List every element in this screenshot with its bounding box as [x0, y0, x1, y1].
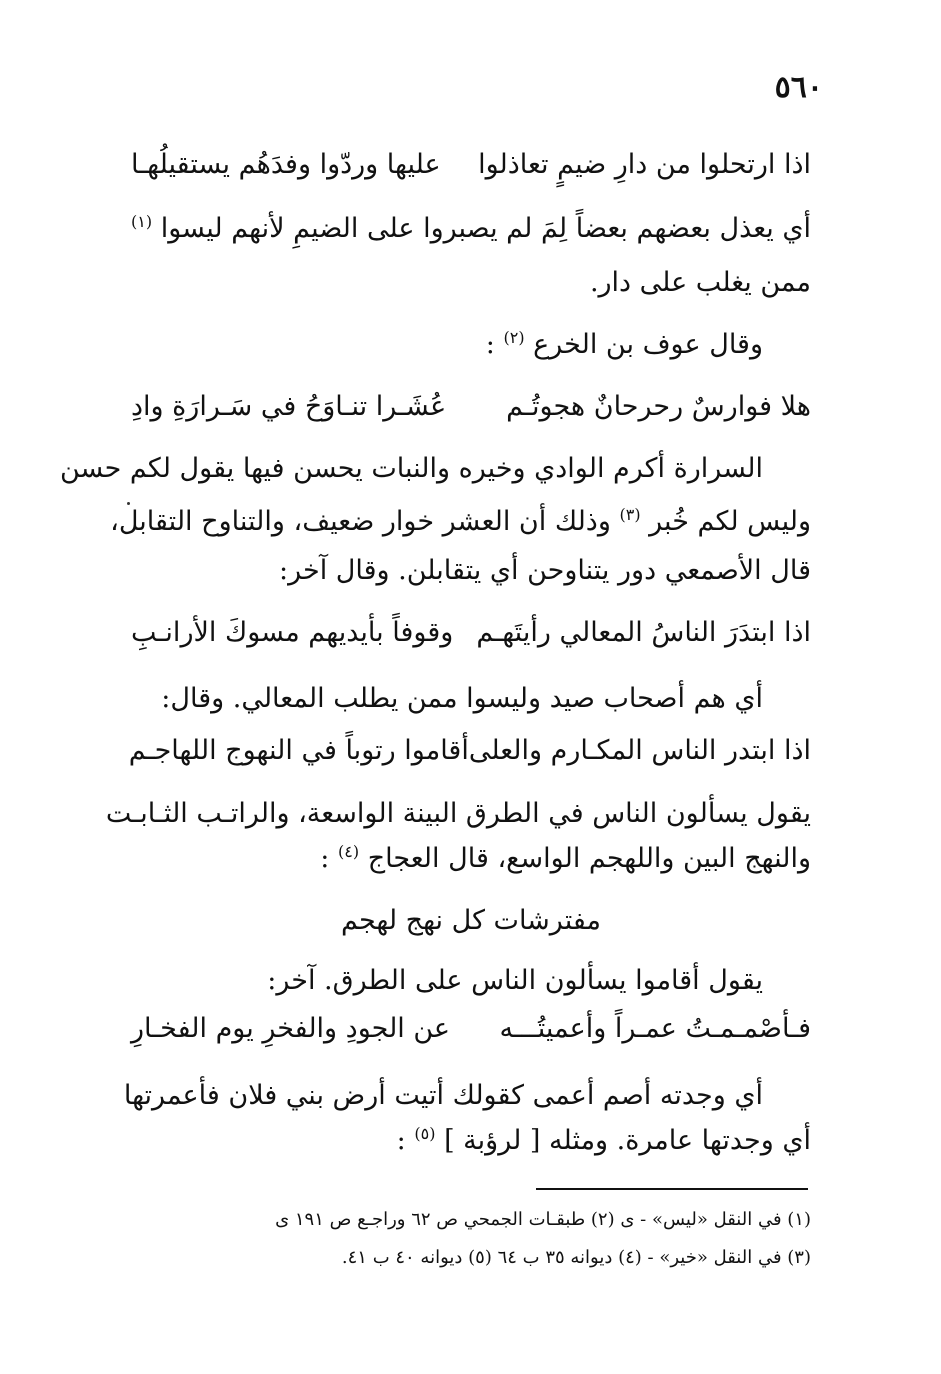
- footnote-marker: (١): [131, 212, 153, 231]
- verse-first-hemistich: اذا ابتدَرَ الناسُ المعالي رأيتَهـم: [476, 617, 811, 648]
- prose-line: [131, 962, 763, 1000]
- centered-verse: [131, 902, 811, 940]
- footnote-line: (٣) في النقل «خير» - (٤) ديوانه ٣٥ ب ٦٤ (٥) ديوانه ٤٠ ب ٤١.: [341, 1247, 811, 1268]
- verse-line: [131, 146, 811, 184]
- footnote-line: (١) في النقل «ليس» - ى (٢) طبقـات الجمحي ص ٦٢ وراجـع ص ١٩١ ى: [275, 1209, 811, 1230]
- verse-first-hemistich: فـأصْمـمـتُ عمـراً وأعميتُـــه: [499, 1013, 811, 1044]
- verse-second-hemistich: عن الجودِ والفخرِ يوم الفخـارِ: [131, 1013, 451, 1044]
- prose-line: [59, 450, 763, 488]
- prose-text: أي وجدتها عامرة. ومثله [ لرؤبة ]: [444, 1125, 811, 1156]
- prose-tail: :: [485, 329, 495, 360]
- verse-second-hemistich: وقوفاً بأيديهم مسوكَ الأرانـبِ: [131, 617, 454, 648]
- verse-line: [128, 732, 811, 770]
- footnote-marker: (٣): [619, 505, 641, 524]
- prose-text: أي وجدته أصم أعمى كقولك أتيت أرض بني فلان فأعمرتها: [123, 1080, 763, 1111]
- page-number: ٥٦٠: [774, 70, 823, 105]
- verse-second-hemistich: عُشَـرا تنـاوَحُ في سَـرارَةِ وادِ: [131, 391, 447, 422]
- scan-speck: [127, 502, 130, 505]
- prose-line: [131, 552, 811, 590]
- prose-text: أي هم أصحاب صيد وليسوا ممن يطلب المعالي. وقال:: [161, 683, 763, 714]
- footnote-marker: (٤): [338, 842, 360, 861]
- prose-text: والنهج البين واللهجم الواسع، قال العجاج: [367, 843, 811, 874]
- prose-tail: :: [396, 1125, 406, 1156]
- prose-line: [131, 840, 811, 878]
- prose-line: [123, 1077, 763, 1115]
- prose-text: قال الأصمعي دور يتناوحن أي يتقابلن. وقال آخر:: [279, 555, 811, 586]
- prose-text: يقول يسألون الناس في الطرق البينة الواسعة، والراتـب الثـابـت: [105, 798, 811, 829]
- prose-line: [105, 795, 811, 833]
- prose-tail: وذلك أن العشر خوار ضعيف، والتناوح التقابل،: [110, 506, 611, 537]
- prose-text: وليس لكم خُبر: [649, 506, 811, 537]
- prose-text: يقول أقاموا يسألون الناس على الطرق. آخر:: [267, 965, 763, 996]
- verse-second-hemistich: عليها وردّوا وفدَهُم يستقيلُهـا: [131, 149, 441, 180]
- verse-first-hemistich: اذا ابتدر الناس المكـارم والعلى: [468, 735, 811, 766]
- prose-tail: :: [320, 843, 330, 874]
- prose-line: [83, 326, 763, 364]
- prose-line: [131, 210, 811, 248]
- prose-line: [131, 680, 763, 718]
- footnote-marker: (٥): [414, 1124, 436, 1143]
- prose-text: أي يعذل بعضهم بعضاً لِمَ لم يصبروا على الضيمِ لأنهم ليسوا: [160, 213, 811, 244]
- verse-line: [131, 388, 811, 426]
- prose-line: [131, 1122, 811, 1160]
- verse-text: مفترشات كل نهج لهجم: [341, 905, 601, 936]
- prose-text: السرارة أكرم الوادي وخيره والنبات يحسن فيها يقول لكم حسن: [59, 453, 763, 484]
- verse-second-hemistich: أقاموا رتوباً في النهوج اللهاجـم: [128, 735, 469, 766]
- verse-line: [131, 1010, 811, 1048]
- prose-text: وقال عوف بن الخرع: [533, 329, 763, 360]
- prose-line: [110, 503, 811, 541]
- prose-text: ممن يغلب على دار.: [589, 267, 811, 298]
- footnote-marker: (٢): [503, 328, 525, 347]
- verse-first-hemistich: هلا فوارسٌ رحرحانٌ هجوتُـم: [506, 391, 811, 422]
- verse-line: [131, 614, 811, 652]
- footnote-divider: [536, 1188, 808, 1190]
- verse-first-hemistich: اذا ارتحلوا من دارِ ضيمٍ تعاذلوا: [478, 149, 811, 180]
- prose-line: [131, 264, 811, 302]
